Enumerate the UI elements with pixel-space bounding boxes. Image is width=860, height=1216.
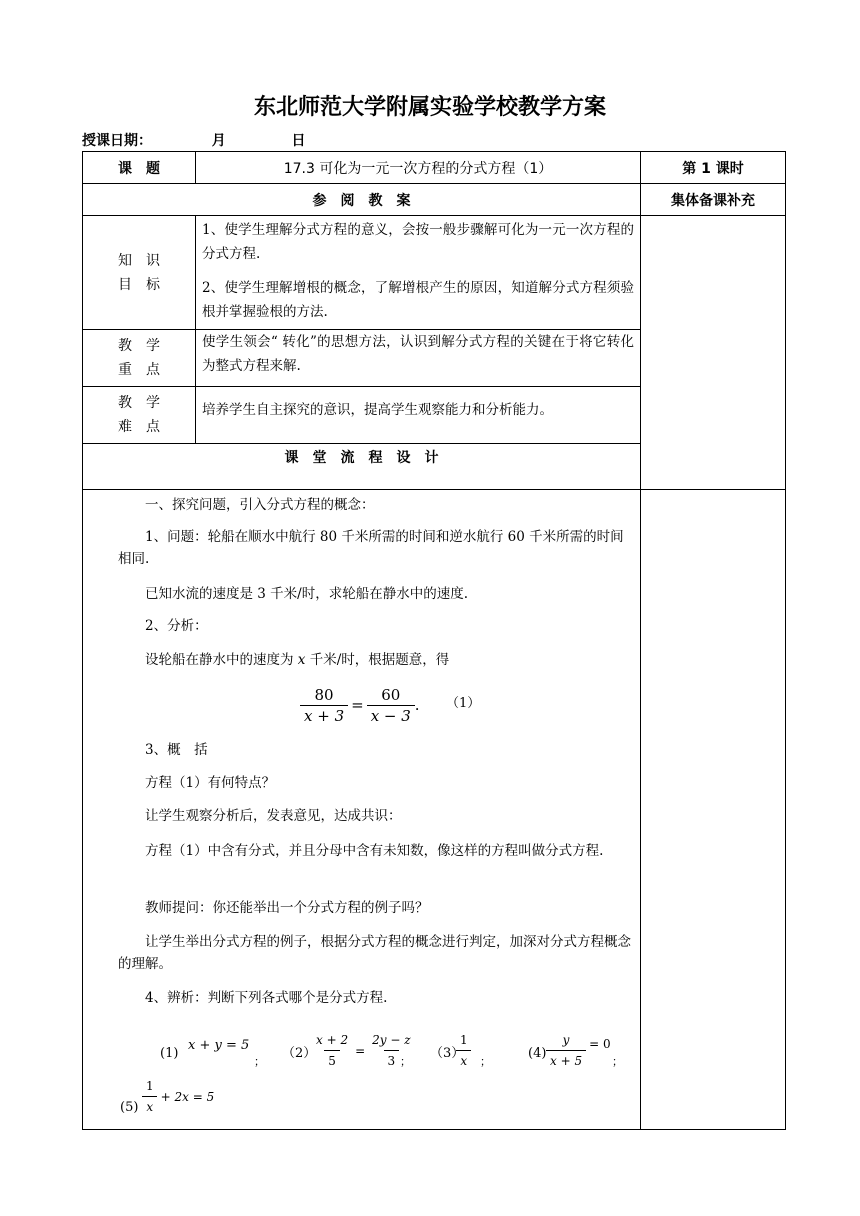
exercise-5-fraction (142, 1076, 158, 1117)
equation-left-fraction (300, 685, 348, 726)
separator-2: ； (400, 1055, 411, 1068)
exercise-2-right-denominator: 3 (384, 1050, 400, 1071)
exercise-5 (142, 1076, 214, 1117)
exercise-4 (546, 1030, 611, 1071)
summary-heading: 3、概 括 (145, 742, 208, 758)
exercise-4-rhs: = 0 (589, 1036, 611, 1051)
objectives-label: 知 识 目 标 (118, 252, 160, 293)
question-text: 方程（1）有何特点？ (145, 775, 276, 791)
equation-left-numerator: 80 (314, 685, 334, 704)
lesson-number: 第 1 课时 (682, 160, 744, 177)
section-1-heading: 一、探究问题，引入分式方程的概念： (145, 497, 375, 513)
analysis-text (118, 650, 634, 670)
objectives-content (202, 218, 634, 324)
exercise-2-left-denominator: 5 (324, 1050, 340, 1071)
difficulties-text: 培养学生自主探究的意识，提高学生观察能力和分析能力。 (202, 402, 553, 418)
topic-label: 课 题 (118, 160, 160, 177)
analysis-text-b: 千米/时，根据题意，得 (305, 652, 450, 668)
class-flow-header: 课 堂 流 程 设 计 (284, 450, 439, 466)
exercise-2-equals: = (355, 1043, 366, 1058)
day-label: 日 (291, 133, 306, 149)
objective-item-2: 2、使学生理解增根的概念，了解增根产生的原因，知道解分式方程须验根并掌握验根的方法. (202, 280, 634, 320)
exercise-2-left-numerator: x + 2 (316, 1033, 349, 1047)
date-label: 授课日期： (82, 133, 152, 149)
exercise-3-denominator: x (456, 1050, 471, 1071)
student-examples-text: 让学生举出分式方程的例子，根据分式方程的概念进行判定，加深对分式方程概念的理解。 (118, 934, 631, 972)
exercise-5-rest: + 2x = 5 (160, 1089, 215, 1104)
exercise-3 (456, 1030, 472, 1071)
exercise-4-numerator: y (562, 1033, 570, 1047)
definition-text: 方程（1）中含有分式，并且分母中含有未知数，像这样的方程叫做分式方程. (145, 843, 604, 859)
equation-tag: （1） (446, 696, 481, 711)
exercise-1 (160, 1044, 178, 1064)
exercise-4-fraction (546, 1030, 586, 1071)
difficulties-label: 教 学 难 点 (118, 395, 160, 435)
exercise-5-label: (5) (120, 1100, 139, 1115)
exercise-3-label: （3） (430, 1046, 465, 1061)
supplement-header: 集体备课补充 (671, 192, 755, 209)
equation-right-numerator: 60 (381, 685, 401, 704)
analysis-text-a: 设轮船在静水中的速度为 (145, 652, 298, 668)
separator-1: ； (254, 1055, 265, 1068)
problem-text: 1、问题：轮船在顺水中航行 80 千米所需的时间和逆水航行 60 千米所需的时间相同. (118, 529, 624, 567)
teaching-date (82, 130, 306, 150)
variable-x: x (297, 652, 306, 668)
exercise-2-left-fraction (312, 1030, 352, 1071)
exercise-4-label: (4) (528, 1046, 547, 1061)
separator-4: ； (612, 1055, 623, 1068)
separator-3: ； (480, 1055, 491, 1068)
reference-plan-header: 参 阅 教 案 (312, 192, 411, 209)
equation-equals: = (351, 696, 364, 714)
key-points-label: 教 学 重 点 (118, 338, 160, 378)
consensus-text: 让学生观察分析后，发表意见，达成共识： (145, 808, 402, 824)
equation-1 (300, 682, 530, 728)
month-label: 月 (211, 133, 226, 149)
exercise-2-label: （2） (282, 1046, 317, 1061)
equation-period: . (414, 696, 420, 714)
exercise-1-label: (1) (160, 1046, 179, 1061)
discrimination-heading: 4、辨析：判断下列各式哪个是分式方程. (145, 990, 388, 1006)
exercise-4-denominator: x + 5 (546, 1050, 586, 1071)
exercise-3-fraction (456, 1030, 472, 1071)
exercise-2-right-numerator: 2y − z (372, 1033, 411, 1047)
equation-right-fraction (367, 685, 415, 726)
key-points-text: 使学生领会“ 转化”的思想方法，认识到解分式方程的关键在于将它转化为整式方程来解. (202, 334, 634, 374)
exercise-3-numerator: 1 (460, 1033, 468, 1047)
exercise-1-expression: x + y = 5 (188, 1038, 250, 1053)
equation-left-denominator: x + 3 (300, 705, 348, 726)
topic-value: 17.3 可化为一元一次方程的分式方程（1） (283, 160, 553, 177)
document-title: 东北师范大学附属实验学校教学方案 (253, 95, 606, 120)
given-text: 已知水流的速度是 3 千米/时，求轮船在静水中的速度. (145, 586, 469, 602)
analysis-heading: 2、分析： (145, 618, 208, 634)
exercise-5-denominator: x (142, 1096, 157, 1117)
teacher-question-text: 教师提问：你还能举出一个分式方程的例子吗？ (145, 900, 429, 916)
equation-right-denominator: x − 3 (367, 705, 415, 726)
objective-item-1: 1、使学生理解分式方程的意义，会按一般步骤解可化为一元一次方程的分式方程. (202, 222, 634, 262)
exercise-5-numerator: 1 (146, 1079, 154, 1093)
